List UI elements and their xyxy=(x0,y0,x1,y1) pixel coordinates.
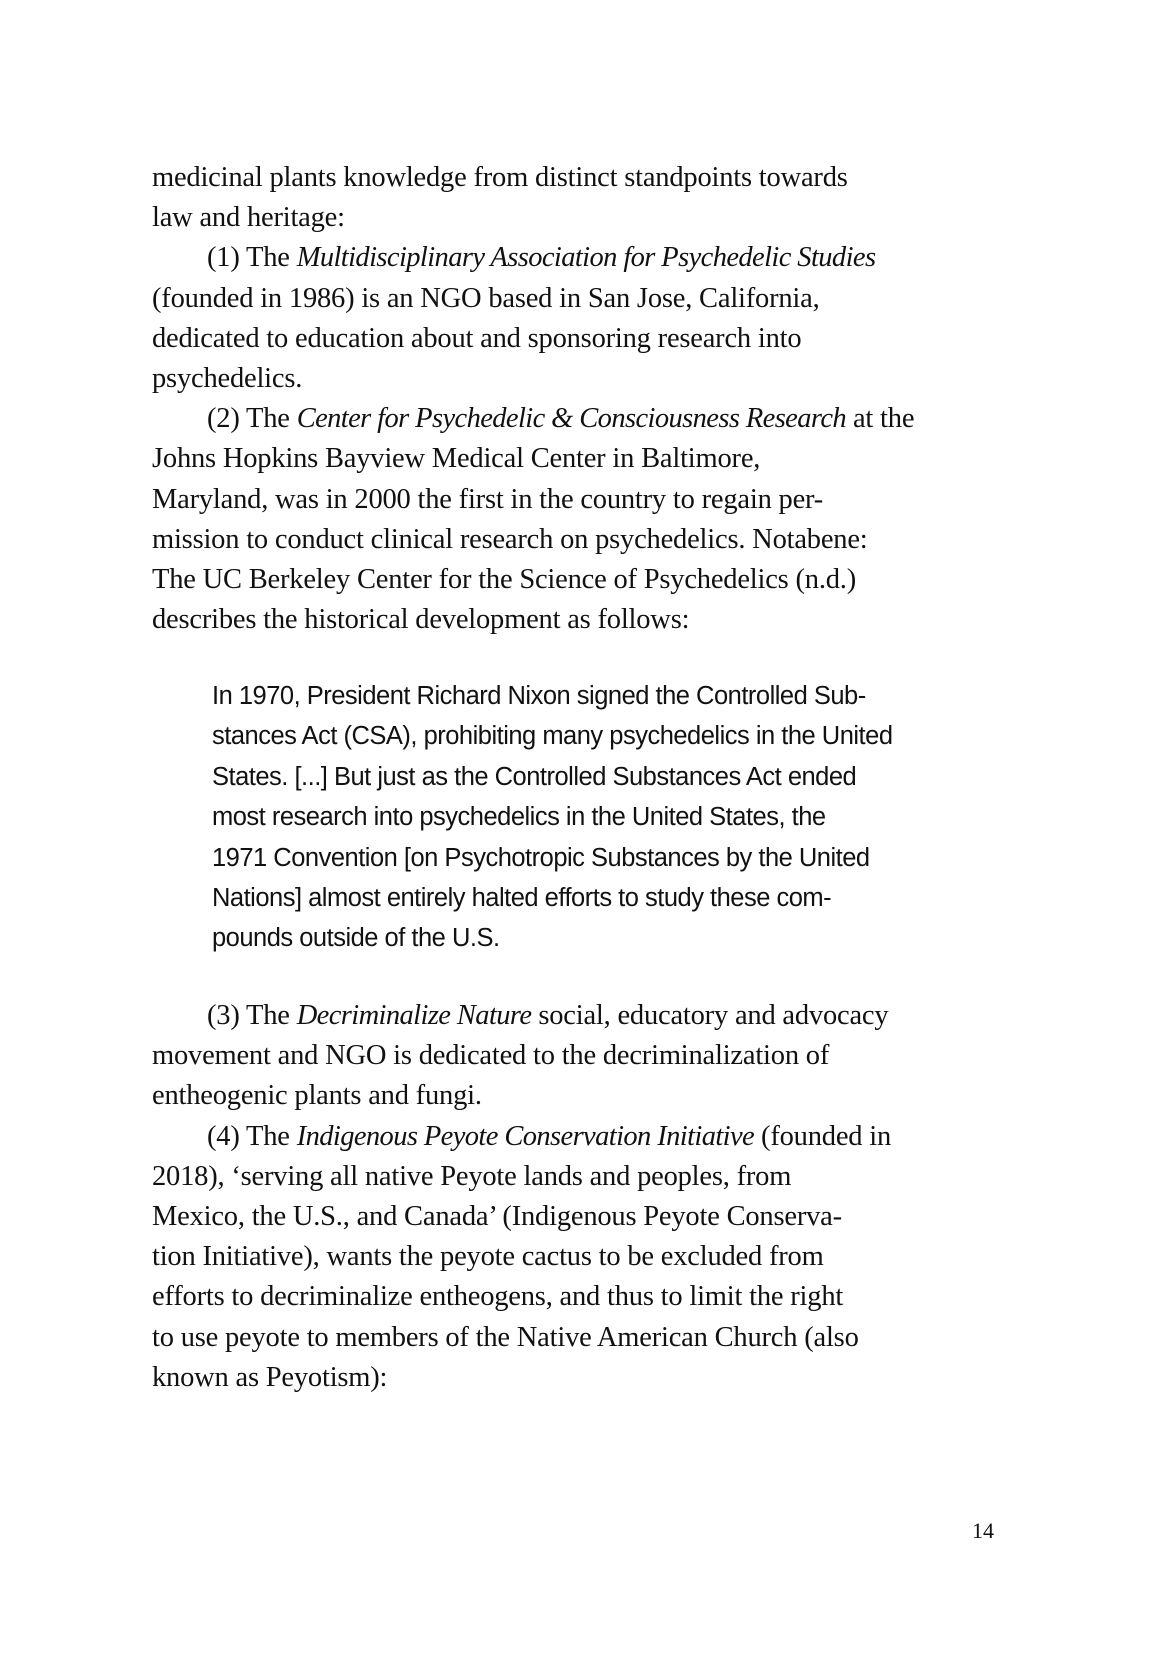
organization-name: Indigenous Peyote Conservation Initiative xyxy=(296,1120,755,1152)
text-line: Mexico, the U.S., and Canada’ (Indigenous Peyote Conserva- xyxy=(152,1200,842,1232)
text-line: law and heritage: xyxy=(152,202,345,234)
item-suffix: at the xyxy=(846,403,915,435)
text-line: efforts to decriminalize entheogens, and thus to limit the right xyxy=(152,1281,844,1313)
page-number: 14 xyxy=(972,1518,994,1543)
item-suffix: social, educatory and advocacy xyxy=(531,1000,889,1031)
item-prefix: (4) The xyxy=(207,1120,297,1152)
text-line: (founded in 1986) is an NGO based in San Jose, California, xyxy=(152,282,820,314)
item-suffix: (founded in xyxy=(754,1120,892,1152)
text-line: psychedelics. xyxy=(152,362,303,394)
quote-line: pounds outside of the U.S. xyxy=(212,924,500,953)
item-3-heading xyxy=(152,996,952,1036)
item-prefix: (2) The xyxy=(207,403,297,435)
organization-name: Decriminalize Nature xyxy=(296,1000,532,1031)
item-prefix: (1) The xyxy=(207,242,297,274)
text-line: movement and NGO is dedicated to the decriminalization of xyxy=(152,1040,830,1072)
item-prefix: (3) The xyxy=(207,1000,297,1031)
text-line: 2018), ‘serving all native Peyote lands and peoples, from xyxy=(152,1160,792,1192)
text-line: tion Initiative), wants the peyote cactus to be excluded from xyxy=(152,1241,824,1273)
text-line: mission to conduct clinical research on psychedelics. Notabene: xyxy=(152,523,868,555)
quote-line: In 1970, President Richard Nixon signed the Controlled Sub- xyxy=(212,682,866,710)
body-text-upper xyxy=(152,158,952,640)
text-line: medicinal plants knowledge from distinct standpoints towards xyxy=(152,162,848,193)
text-line: known as Peyotism): xyxy=(152,1361,388,1393)
item-4-heading xyxy=(152,1117,952,1157)
body-text-lower xyxy=(152,996,952,1398)
text-line: Maryland, was in 2000 the first in the country to regain per- xyxy=(152,483,824,515)
quote-line: most research into psychedelics in the United States, the xyxy=(212,803,826,832)
text-line: to use peyote to members of the Native American Church (also xyxy=(152,1321,859,1353)
organization-name: Multidisciplinary Association for Psychedelic Studies xyxy=(296,242,876,274)
text-line: dedicated to education about and sponsoring research into xyxy=(152,322,802,354)
text-line: Johns Hopkins Bayview Medical Center in Baltimore, xyxy=(152,443,761,475)
text-line: The UC Berkeley Center for the Science of Psychedelics (n.d.) xyxy=(152,563,857,595)
item-2-heading xyxy=(152,399,952,439)
text-line: describes the historical development as follows: xyxy=(152,604,690,636)
quote-line: 1971 Convention [on Psychotropic Substances by the United xyxy=(212,843,870,872)
text-line: entheogenic plants and fungi. xyxy=(152,1080,482,1112)
quote-line: States. [...] But just as the Controlled Substances Act ended xyxy=(212,762,857,791)
block-quote xyxy=(212,676,972,959)
quote-line: stances Act (CSA), prohibiting many psychedelics in the United xyxy=(212,722,893,751)
organization-name: Center for Psychedelic & Consciousness Research xyxy=(296,403,847,435)
item-1-heading xyxy=(152,238,952,278)
quote-line: Nations] almost entirely halted efforts to study these com- xyxy=(212,883,832,912)
